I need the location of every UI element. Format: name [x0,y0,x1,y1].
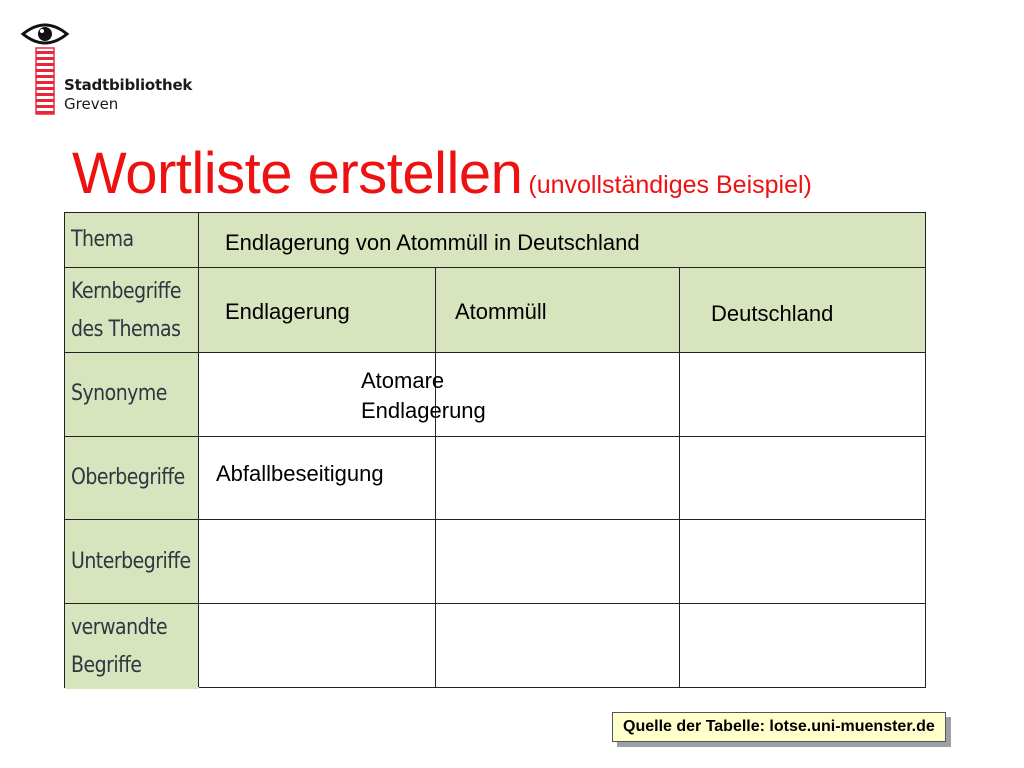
kernbegriff-cell: Endlagerung [225,299,350,324]
thema-value: Endlagerung von Atommüll in Deutschland [225,230,640,255]
label-unterbegriffe: Unterbegriffe [71,549,191,574]
logo-name: Stadtbibliothek [64,76,193,94]
title-main: Wortliste erstellen [72,141,523,206]
synonym-cell: Atomare [361,368,445,393]
logo-city: Greven [64,95,119,113]
kernbegriff-cell: Deutschland [711,301,834,326]
label-kernbegriffe: Kernbegriffe [71,279,182,304]
row-divider [65,519,925,520]
row-divider [65,267,925,268]
title-subtitle: (unvollständiges Beispiel) [528,171,812,199]
row-divider [65,603,925,604]
column-divider [679,267,680,687]
oberbegriff-cell: Abfallbeseitigung [216,461,384,486]
row-divider [65,436,925,437]
source-note: Quelle der Tabelle: lotse.uni-muenster.de [612,712,946,742]
eye-tower-icon [20,18,70,118]
label-oberbegriffe: Oberbegriffe [71,465,185,490]
kernbegriff-cell: Atommüll [455,299,547,324]
label-des-themas: des Themas [71,317,181,342]
library-logo [20,18,200,118]
label-begriffe: Begriffe [71,653,142,678]
column-divider [198,213,199,687]
row-divider [65,352,925,353]
label-thema: Thema [71,227,134,252]
column-divider [435,267,436,687]
label-verwandte: verwandte [71,615,168,640]
label-synonyme: Synonyme [71,381,167,406]
word-list-table [64,212,926,688]
synonym-cell-line2: Endlagerung [361,398,486,423]
page-title [72,140,812,207]
